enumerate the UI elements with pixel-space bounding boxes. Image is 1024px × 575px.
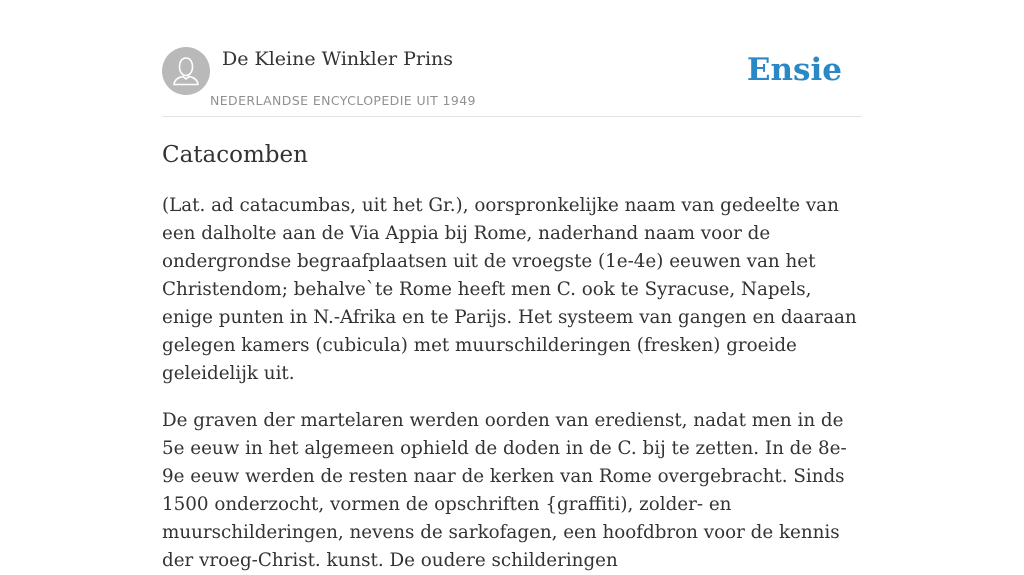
article-paragraph: De graven der martelaren werden oorden van eredienst, nadat men in de 5e eeuw in het algemeen ophield de doden in de C. bij te zetten. In de 8e-9e eeuw werden de resten naar de kerken van Rome overgebracht. Sinds 1500 onderzocht, vormen de opschriften {graffiti), zolder- en muurschilderingen, nevens de sarkofagen, een hoofdbron voor de kennis der vroeg-Christ. kunst. De oudere schilderingen — [162, 410, 847, 571]
ensie-logo[interactable]: Ensie — [746, 52, 842, 88]
article — [162, 138, 862, 575]
article-paragraph: (Lat. ad catacumbas, uit het Gr.), oorspronkelijke naam van gedeelte van een dalholte aan de Via Appia bij Rome, naderhand naam voor de ondergrondse begraafplaatsen uit de vroegste (1e-4e) eeuwen van het Christendom; behalve`te Rome heeft men C. ook te Syracuse, Napels, enige punten in N.-Afrika en te Parijs. Het systeem van gangen en daaraan gelegen kamers (cubicula) met muurschilderingen (fresken) groeide geleidelijk uit. — [162, 195, 857, 384]
user-silhouette-icon — [162, 47, 210, 95]
source-avatar[interactable] — [162, 47, 210, 95]
source-subtitle: NEDERLANDSE ENCYCLOPEDIE UIT 1949 — [210, 93, 476, 108]
article-title: Catacomben — [162, 142, 308, 168]
source-header — [162, 46, 862, 117]
source-name[interactable]: De Kleine Winkler Prins — [222, 48, 454, 70]
